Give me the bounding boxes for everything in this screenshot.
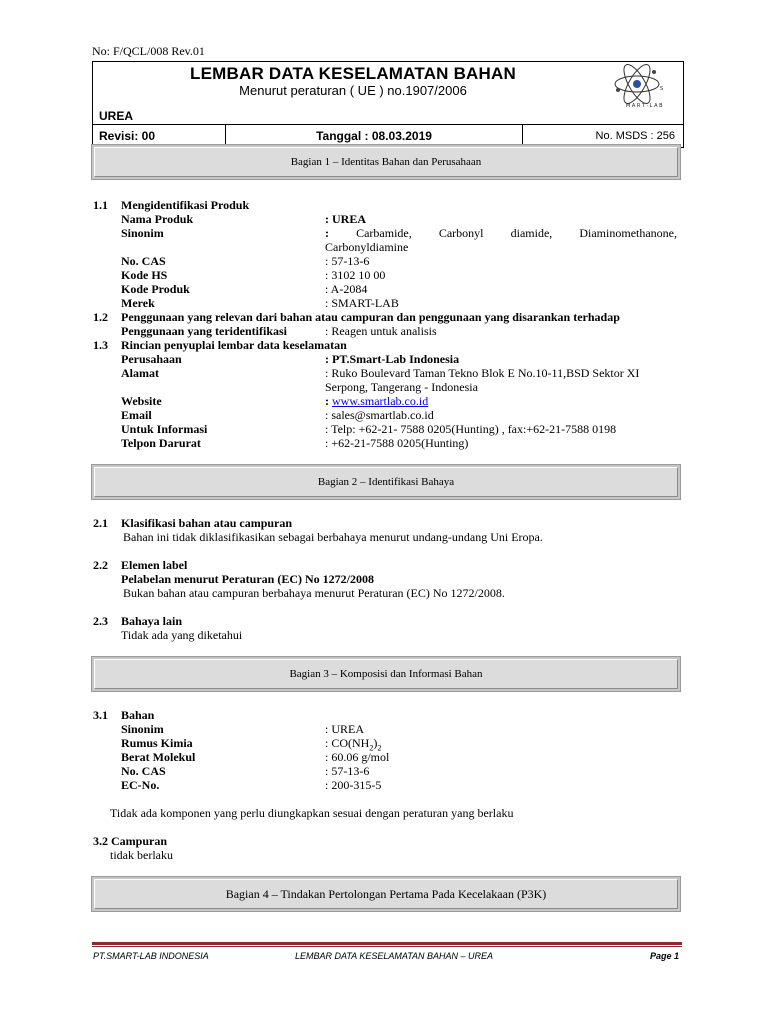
footer-document-title: LEMBAR DATA KESELAMATAN BAHAN – UREA (295, 951, 494, 961)
field-label: Nama Produk (121, 212, 194, 226)
section-heading: Elemen label (121, 558, 188, 572)
field-label: Kode HS (121, 268, 168, 282)
footer-company: PT.SMART-LAB INDONESIA (93, 951, 209, 961)
section-3-banner (91, 656, 681, 692)
footer-rule (92, 942, 682, 945)
date-cell: Tanggal : 08.03.2019 (226, 125, 523, 148)
field-value: : +62-21-7588 0205(Hunting) (325, 436, 469, 450)
field-label: Sinonim (121, 722, 164, 736)
section-number: 1.1 (93, 198, 108, 212)
synonym-word: Diaminomethanone, (579, 226, 677, 240)
smartlab-logo-icon (604, 60, 674, 110)
field-label: Merek (121, 296, 155, 310)
field-value: : PT.Smart-Lab Indonesia (325, 352, 460, 366)
footer-page-number: Page 1 (650, 951, 680, 961)
field-value: : A-2084 (325, 282, 368, 296)
field-label: Penggunaan yang teridentifikasi (121, 324, 288, 338)
section-heading: Penggunaan yang relevan dari bahan atau campuran dan penggunaan yang disarankan terhadap (121, 310, 620, 324)
field-label: Berat Molekul (121, 750, 196, 764)
section-number: 2.2 (93, 558, 108, 572)
field-colon: : (325, 394, 332, 408)
synonym-word: Carbamide, (356, 226, 412, 240)
formula-part: ) (373, 736, 378, 750)
section-heading: Bahan (121, 708, 155, 722)
section-heading: Klasifikasi bahan atau campuran (121, 516, 293, 530)
field-label: Untuk Informasi (121, 422, 208, 436)
synonym-word: diamide, (510, 226, 553, 240)
svg-text:S: S (660, 86, 664, 92)
formula-part: : CO(NH (325, 736, 370, 750)
paragraph: Tidak ada yang diketahui (121, 628, 243, 642)
field-label: Rumus Kimia (121, 736, 193, 750)
section-2-title: Bagian 2 – Identifikasi Bahaya (94, 467, 678, 497)
field-value: : UREA (325, 722, 364, 736)
field-value: : 200-315-5 (325, 778, 382, 792)
field-value: : Telp: +62-21- 7588 0205(Hunting) , fax:+62-21-7588 0198 (325, 422, 617, 436)
field-value: : sales@smartlab.co.id (325, 408, 434, 422)
section-heading: Bahaya lain (121, 614, 183, 628)
document-title: LEMBAR DATA KESELAMATAN BAHAN (190, 64, 516, 83)
section-4-title: Bagian 4 – Tindakan Pertolongan Pertama Pada Kecelakaan (P3K) (94, 879, 678, 909)
field-value: Carbonyldiamine (325, 240, 409, 254)
field-value: : 3102 10 00 (325, 268, 386, 282)
section-1-banner (91, 144, 681, 180)
field-value: : Ruko Boulevard Taman Tekno Blok E No.10-11,BSD Sektor XI (325, 366, 640, 380)
formula-subscript: 2 (369, 743, 374, 753)
document-header (92, 61, 684, 148)
revision-cell: Revisi: 00 (93, 125, 226, 148)
section-number: 2.3 (93, 614, 108, 628)
document-subtitle: Menurut peraturan ( UE ) no.1907/2006 (239, 83, 467, 98)
section-3-title: Bagian 3 – Komposisi dan Informasi Bahan (94, 659, 678, 689)
field-label: No. CAS (121, 764, 166, 778)
synonym-word: : (325, 226, 329, 240)
field-label: Email (121, 408, 152, 422)
field-label: No. CAS (121, 254, 166, 268)
field-label: Kode Produk (121, 282, 190, 296)
field-value: : 60.06 g/mol (325, 750, 390, 764)
section-number: 3.1 (93, 708, 108, 722)
website-value (325, 394, 428, 409)
field-value: : 57-13-6 (325, 764, 370, 778)
footer-rule (92, 946, 682, 947)
paragraph: Bahan ini tidak diklasifikasikan sebagai berbahaya menurut undang-undang Uni Eropa. (123, 530, 543, 544)
section-subheading: Pelabelan menurut Peraturan (EC) No 1272/2008 (121, 572, 374, 586)
synonym-word: Carbonyl (438, 226, 484, 240)
field-label: Sinonim (121, 226, 164, 240)
field-label: Website (121, 394, 162, 408)
synonym-value (325, 226, 677, 241)
section-number: 2.1 (93, 516, 108, 530)
field-value: : 57-13-6 (325, 254, 370, 268)
section-heading: Mengidentifikasi Produk (121, 198, 250, 212)
field-label: Perusahaan (121, 352, 182, 366)
formula-subscript: 2 (377, 743, 382, 753)
section-4-banner (91, 876, 681, 912)
paragraph: Bukan bahan atau campuran berbahaya menurut Peraturan (EC) No 1272/2008. (123, 586, 505, 600)
field-value: : UREA (325, 212, 366, 226)
field-value: Serpong, Tangerang - Indonesia (325, 380, 478, 394)
paragraph: Tidak ada komponen yang perlu diungkapkan sesuai dengan peraturan yang berlaku (110, 806, 514, 820)
document-number: No: F/QCL/008 Rev.01 (92, 44, 205, 58)
field-label: EC-No. (121, 778, 160, 792)
field-value: : Reagen untuk analisis (325, 324, 437, 338)
section-1-title: Bagian 1 – Identitas Bahan dan Perusahaan (94, 147, 678, 177)
msds-number-cell: No. MSDS : 256 (595, 130, 675, 142)
section-number: 1.3 (93, 338, 108, 352)
section-2-banner (91, 464, 681, 500)
field-value: : SMART-LAB (325, 296, 399, 310)
section-heading: 3.2 Campuran (93, 834, 168, 848)
product-name: UREA (99, 109, 134, 123)
field-label: Alamat (121, 366, 159, 380)
website-link[interactable]: www.smartlab.co.id (332, 394, 429, 408)
paragraph: tidak berlaku (110, 848, 173, 862)
field-label: Telpon Darurat (121, 436, 201, 450)
svg-text:M A R T · L A B: M A R T · L A B (626, 103, 663, 109)
section-heading: Rincian penyuplai lembar data keselamatan (121, 338, 347, 352)
section-number: 1.2 (93, 310, 108, 324)
